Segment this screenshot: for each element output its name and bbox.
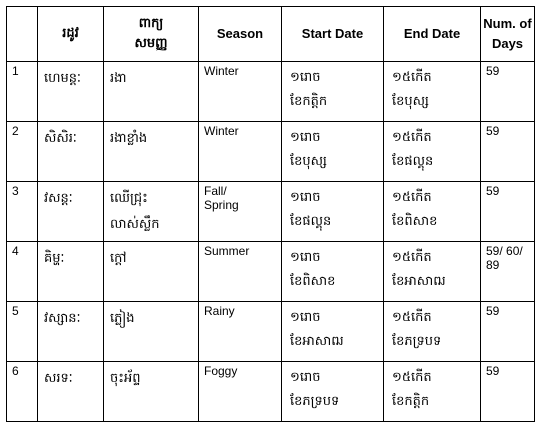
header-index xyxy=(7,7,38,62)
header-end-date: End Date xyxy=(384,7,481,62)
header-num-days-line2: Days xyxy=(491,36,524,51)
row-number: 4 xyxy=(7,242,38,302)
end-date xyxy=(384,62,481,122)
end-date-month: ខែផល្គុន xyxy=(392,154,434,169)
season-english: Rainy xyxy=(199,302,282,362)
row-number: 6 xyxy=(7,362,38,422)
header-season-khmer: រដូវ xyxy=(38,7,104,62)
end-date-month: ខែកត្តិក xyxy=(392,394,430,409)
start-date xyxy=(282,362,384,422)
end-date xyxy=(384,122,481,182)
num-days: 59 xyxy=(481,362,535,422)
header-num-days-line1: Num. of xyxy=(483,16,532,31)
common-term: ក្តៅ xyxy=(104,242,199,302)
common-term xyxy=(104,182,199,242)
seasons-table xyxy=(6,6,535,422)
start-date-month: ខែពិសាខ xyxy=(290,274,336,289)
common-term: រងា xyxy=(104,62,199,122)
season-khmer-name: សិសិរៈ xyxy=(38,122,104,182)
start-date-month: ខែភទ្របទ xyxy=(290,394,340,409)
end-date-month: ខែភទ្របទ xyxy=(392,334,442,349)
start-date xyxy=(282,62,384,122)
season-khmer-name: សរទៈ xyxy=(38,362,104,422)
table-row xyxy=(7,182,535,242)
header-row xyxy=(7,7,535,62)
start-date-day: ១រោច xyxy=(290,190,321,205)
row-number: 5 xyxy=(7,302,38,362)
start-date-day: ១រោច xyxy=(290,370,321,385)
num-days xyxy=(481,242,535,302)
end-date-month: ខែពិសាខ xyxy=(392,214,438,229)
num-days: 59 xyxy=(481,302,535,362)
season-english: Summer xyxy=(199,242,282,302)
season-khmer-name: វស្សានៈ xyxy=(38,302,104,362)
row-number: 2 xyxy=(7,122,38,182)
num-days-line1: 59/ 60/ xyxy=(486,244,523,258)
start-date xyxy=(282,182,384,242)
end-date-day: ១៥កើត xyxy=(392,370,432,385)
header-start-date: Start Date xyxy=(282,7,384,62)
common-term-line1: ឈើជ្រុះ xyxy=(110,191,148,206)
season-english: Foggy xyxy=(199,362,282,422)
start-date-month: ខែកត្តិក xyxy=(290,94,328,109)
start-date-month: ខែបុស្ស xyxy=(290,154,327,169)
start-date-day: ១រោច xyxy=(290,130,321,145)
row-number: 1 xyxy=(7,62,38,122)
season-english xyxy=(199,182,282,242)
table-row xyxy=(7,242,535,302)
start-date xyxy=(282,302,384,362)
table-row xyxy=(7,62,535,122)
end-date-day: ១៥កើត xyxy=(392,70,432,85)
end-date xyxy=(384,302,481,362)
end-date xyxy=(384,242,481,302)
table-row xyxy=(7,362,535,422)
end-date xyxy=(384,362,481,422)
start-date-day: ១រោច xyxy=(290,70,321,85)
end-date-month: ខែបុស្ស xyxy=(392,94,429,109)
end-date-day: ១៥កើត xyxy=(392,130,432,145)
common-term: ភ្លៀង xyxy=(104,302,199,362)
header-common-term-line2: សមញ្ញ xyxy=(134,36,168,51)
header-season: Season xyxy=(199,7,282,62)
end-date-month: ខែអាសាឍ xyxy=(392,274,446,289)
row-number: 3 xyxy=(7,182,38,242)
header-common-term-line1: ពាក្យ xyxy=(138,16,164,31)
common-term: ចុះអ័ព្ទ xyxy=(104,362,199,422)
season-khmer-name: គិម្ហៈ xyxy=(38,242,104,302)
end-date-day: ១៥កើត xyxy=(392,190,432,205)
season-english: Winter xyxy=(199,62,282,122)
season-english-line2: Spring xyxy=(204,198,239,212)
season-english: Winter xyxy=(199,122,282,182)
num-days-line2: 89 xyxy=(486,258,500,272)
start-date-day: ១រោច xyxy=(290,250,321,265)
header-num-days xyxy=(481,7,535,62)
end-date-day: ១៥កើត xyxy=(392,310,432,325)
start-date-month: ខែអាសាឍ xyxy=(290,334,344,349)
season-khmer-name: វសន្តៈ xyxy=(38,182,104,242)
num-days: 59 xyxy=(481,62,535,122)
season-khmer-name: ហេមន្តៈ xyxy=(38,62,104,122)
start-date xyxy=(282,122,384,182)
common-term: រងាខ្លាំង xyxy=(104,122,199,182)
num-days: 59 xyxy=(481,122,535,182)
start-date xyxy=(282,242,384,302)
table-row xyxy=(7,122,535,182)
start-date-day: ១រោច xyxy=(290,310,321,325)
table-row xyxy=(7,302,535,362)
end-date-day: ១៥កើត xyxy=(392,250,432,265)
start-date-month: ខែផល្គុន xyxy=(290,214,332,229)
header-common-term xyxy=(104,7,199,62)
season-english-line1: Fall/ xyxy=(204,184,227,198)
end-date xyxy=(384,182,481,242)
common-term-line2: លាស់ស្លឹក xyxy=(110,217,160,232)
num-days: 59 xyxy=(481,182,535,242)
